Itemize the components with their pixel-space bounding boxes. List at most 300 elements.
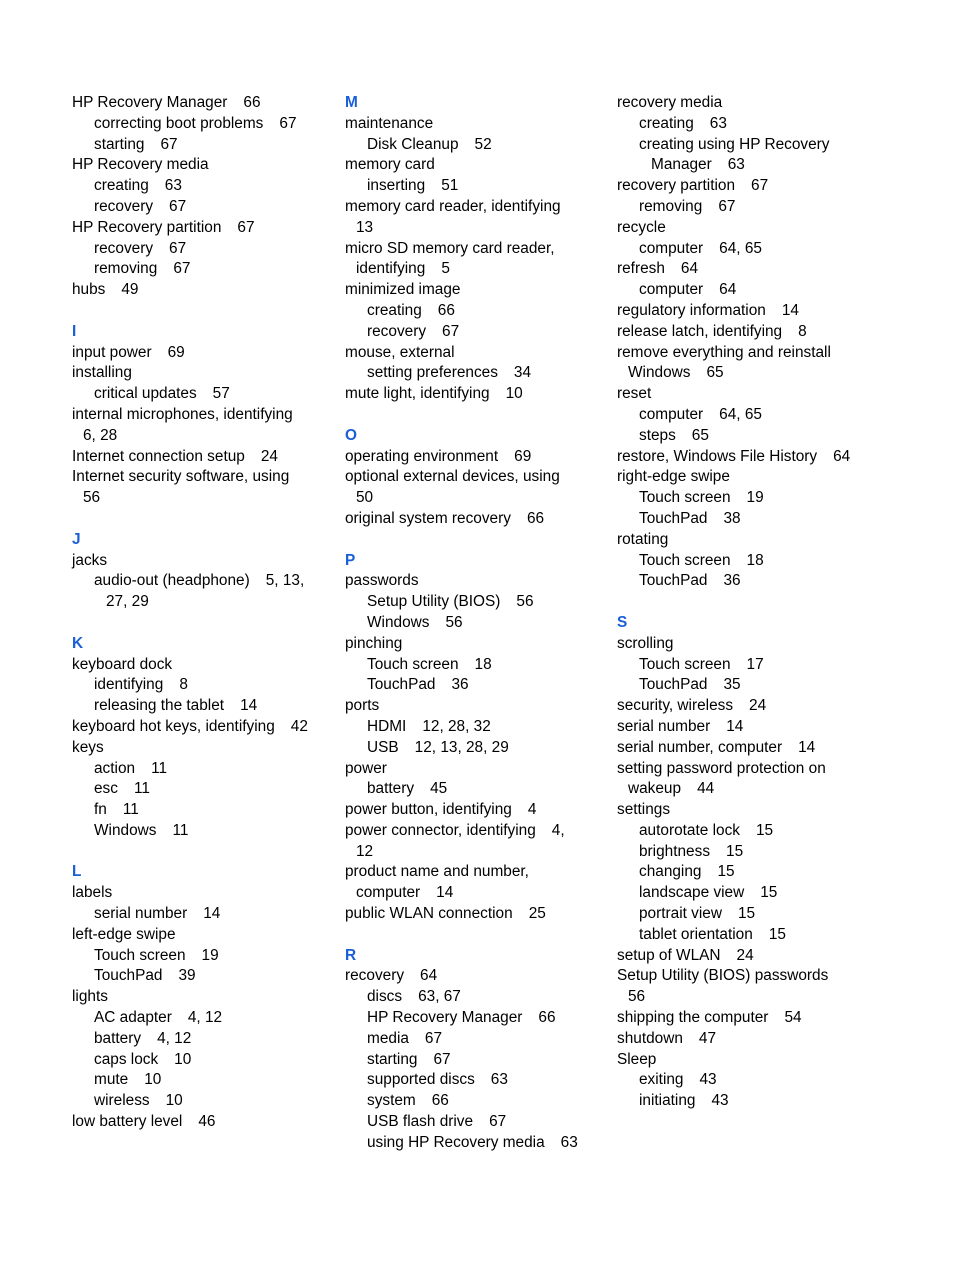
index-entry bbox=[345, 384, 607, 405]
entry-term: TouchPad bbox=[94, 967, 163, 985]
entry-page-numbers: 67 bbox=[424, 1029, 443, 1047]
entry-term: memory card reader, identifying bbox=[345, 197, 561, 215]
index-subentry bbox=[617, 280, 917, 301]
entry-term: removing bbox=[94, 260, 158, 278]
entry-term: Windows bbox=[628, 364, 691, 382]
entry-page-numbers: 17 bbox=[746, 655, 764, 673]
entry-page-numbers: 65 bbox=[691, 426, 709, 444]
entry-page-numbers: 43 bbox=[711, 1092, 729, 1110]
index-entry bbox=[72, 405, 334, 426]
entry-term: HP Recovery Manager bbox=[72, 94, 228, 111]
index-entry-continuation bbox=[72, 426, 334, 447]
entry-page-numbers: 56 bbox=[516, 593, 534, 611]
index-entry bbox=[72, 551, 334, 572]
entry-term: Internet connection setup bbox=[72, 447, 245, 465]
section-letter: I bbox=[72, 322, 77, 340]
index-entry bbox=[72, 717, 334, 738]
entry-term: supported discs bbox=[367, 1071, 475, 1089]
section-letter: L bbox=[72, 863, 82, 881]
entry-page-numbers: 19 bbox=[201, 946, 219, 964]
entry-term: shipping the computer bbox=[617, 1009, 769, 1027]
index-entry bbox=[345, 509, 607, 530]
entry-term: inserting bbox=[367, 177, 426, 195]
index-column-3 bbox=[617, 93, 917, 1112]
index-subentry bbox=[617, 675, 917, 696]
index-entry bbox=[72, 987, 334, 1008]
index-subentry bbox=[345, 135, 607, 156]
entry-page-numbers: 63 bbox=[560, 1133, 578, 1151]
entry-page-numbers: 63, 67 bbox=[418, 988, 461, 1006]
index-subentry bbox=[72, 259, 334, 280]
index-subentry bbox=[72, 571, 334, 592]
entry-page-numbers: 47 bbox=[698, 1029, 717, 1047]
index-entry bbox=[345, 759, 607, 780]
entry-page-numbers: 66 bbox=[538, 1009, 556, 1027]
section-letter: P bbox=[345, 551, 356, 569]
index-subentry bbox=[345, 613, 607, 634]
entry-term: creating using HP Recovery bbox=[639, 135, 830, 153]
entry-page-numbers: 11 bbox=[172, 821, 189, 839]
entry-term: autorotate lock bbox=[639, 821, 740, 839]
index-subentry bbox=[72, 759, 334, 780]
entry-term: Sleep bbox=[617, 1050, 657, 1068]
index-subentry bbox=[345, 592, 607, 613]
entry-page-numbers: 24 bbox=[736, 946, 754, 964]
index-entry bbox=[617, 343, 917, 364]
index-entry bbox=[617, 218, 917, 239]
entry-term: action bbox=[94, 759, 136, 777]
index-subentry bbox=[345, 987, 607, 1008]
entry-page-numbers: 25 bbox=[528, 905, 546, 923]
entry-term: starting bbox=[367, 1050, 418, 1068]
index-entry bbox=[617, 467, 917, 488]
index-subentry bbox=[617, 239, 917, 260]
entry-term: caps lock bbox=[94, 1050, 159, 1068]
entry-term: Setup Utility (BIOS) passwords bbox=[617, 967, 829, 985]
entry-term: recovery bbox=[345, 967, 405, 985]
index-subentry bbox=[345, 1029, 607, 1050]
entry-term: left-edge swipe bbox=[72, 925, 176, 943]
entry-term: TouchPad bbox=[639, 676, 708, 694]
entry-term: jacks bbox=[72, 551, 108, 569]
index-entry bbox=[617, 738, 917, 759]
index-subentry bbox=[617, 842, 917, 863]
entry-page-numbers: 67 bbox=[279, 114, 297, 132]
entry-page-numbers: 67 bbox=[442, 322, 460, 340]
entry-page-numbers: 67 bbox=[718, 197, 736, 215]
entry-page-numbers: 63 bbox=[727, 156, 745, 174]
index-subentry bbox=[72, 384, 334, 405]
index-column-1 bbox=[72, 93, 334, 1133]
entry-term: remove everything and reinstall bbox=[617, 343, 831, 361]
index-subentry bbox=[617, 405, 917, 426]
entry-page-numbers: 14 bbox=[798, 738, 816, 756]
entry-page-numbers: 15 bbox=[768, 925, 786, 943]
index-entry bbox=[617, 696, 917, 717]
entry-page-numbers: 64 bbox=[420, 967, 438, 985]
entry-term: installing bbox=[72, 364, 132, 382]
entry-page-numbers: 69 bbox=[167, 343, 185, 361]
entry-page-numbers: 18 bbox=[474, 655, 492, 673]
entry-term: wireless bbox=[94, 1092, 150, 1110]
entry-term: identifying bbox=[94, 676, 164, 694]
index-entry bbox=[72, 447, 334, 468]
entry-term: tablet orientation bbox=[639, 925, 753, 943]
index-entry bbox=[72, 155, 334, 176]
index-subentry bbox=[345, 301, 607, 322]
entry-term: operating environment bbox=[345, 447, 499, 465]
entry-page-numbers: 8 bbox=[179, 676, 188, 694]
entry-term: recovery bbox=[94, 239, 154, 257]
entry-term: discs bbox=[367, 988, 403, 1006]
entry-page-numbers: 11 bbox=[133, 780, 150, 798]
index-subentry bbox=[345, 1008, 607, 1029]
entry-term: wakeup bbox=[628, 780, 682, 798]
entry-page-numbers: 64, 65 bbox=[719, 239, 762, 257]
entry-page-numbers: 64 bbox=[680, 260, 699, 278]
index-subentry bbox=[72, 675, 334, 696]
entry-page-numbers: 11 bbox=[151, 759, 168, 777]
entry-page-numbers: 63 bbox=[709, 114, 727, 132]
index-entry bbox=[345, 280, 607, 301]
index-subentry bbox=[72, 176, 334, 197]
index-entry bbox=[617, 530, 917, 551]
entry-page-numbers: 19 bbox=[746, 489, 764, 507]
index-entry bbox=[617, 1008, 917, 1029]
index-subentry bbox=[617, 114, 917, 135]
entry-term: USB flash drive bbox=[367, 1113, 474, 1131]
entry-page-numbers: 38 bbox=[723, 509, 741, 527]
index-subentry bbox=[72, 966, 334, 987]
entry-term: Touch screen bbox=[639, 655, 731, 673]
entry-term: shutdown bbox=[617, 1029, 683, 1047]
entry-term: computer bbox=[639, 281, 704, 299]
entry-page-numbers: 11 bbox=[122, 801, 139, 819]
entry-term: input power bbox=[72, 343, 152, 361]
entry-term: steps bbox=[639, 426, 676, 444]
entry-term: critical updates bbox=[94, 385, 197, 403]
entry-page-numbers: 64 bbox=[719, 281, 737, 299]
index-subentry bbox=[345, 675, 607, 696]
entry-page-numbers: 63 bbox=[490, 1071, 508, 1089]
index-subentry bbox=[617, 883, 917, 904]
entry-page-numbers: 35 bbox=[723, 676, 741, 694]
entry-term: low battery level bbox=[72, 1113, 183, 1131]
entry-term: maintenance bbox=[345, 114, 434, 132]
index-entry bbox=[617, 301, 917, 322]
entry-page-numbers: 49 bbox=[121, 281, 139, 299]
section-letter: S bbox=[617, 613, 628, 631]
index-subentry bbox=[72, 800, 334, 821]
index-entry bbox=[72, 218, 334, 239]
entry-term: regulatory information bbox=[617, 301, 766, 319]
entry-page-numbers: 42 bbox=[290, 717, 308, 735]
entry-term: creating bbox=[639, 114, 694, 132]
entry-page-numbers: 15 bbox=[717, 863, 735, 881]
entry-page-numbers: 69 bbox=[514, 447, 532, 465]
index-entry bbox=[345, 155, 607, 176]
entry-term: internal microphones, identifying bbox=[72, 405, 293, 423]
entry-page-numbers: 15 bbox=[737, 905, 756, 923]
index-entry bbox=[72, 883, 334, 904]
entry-term: Manager bbox=[651, 156, 712, 174]
entry-term: Windows bbox=[94, 821, 157, 839]
entry-term: Touch screen bbox=[367, 655, 459, 673]
index-subentry bbox=[72, 197, 334, 218]
entry-term: pinching bbox=[345, 634, 403, 652]
entry-term: refresh bbox=[617, 260, 665, 278]
index-subentry bbox=[72, 1008, 334, 1029]
index-entry bbox=[345, 634, 607, 655]
entry-page-numbers: 51 bbox=[441, 177, 459, 195]
index-entry bbox=[617, 447, 917, 468]
entry-term: media bbox=[367, 1029, 409, 1047]
entry-term: keyboard dock bbox=[72, 655, 173, 673]
entry-term: keys bbox=[72, 738, 104, 756]
section-letter: K bbox=[72, 634, 84, 652]
index-entry bbox=[617, 322, 917, 343]
entry-term: keyboard hot keys, identifying bbox=[72, 717, 275, 735]
index-entry bbox=[617, 634, 917, 655]
index-subentry bbox=[345, 1050, 607, 1071]
index-entry-continuation bbox=[345, 883, 607, 904]
entry-term: 6, 28 bbox=[83, 426, 118, 444]
index-entry bbox=[72, 363, 334, 384]
entry-page-numbers: 67 bbox=[489, 1113, 507, 1131]
entry-term: HDMI bbox=[367, 717, 407, 735]
section-spacer bbox=[72, 301, 334, 322]
index-subentry bbox=[345, 1091, 607, 1112]
section-spacer bbox=[345, 925, 607, 946]
index-entry bbox=[345, 696, 607, 717]
entry-page-numbers: 36 bbox=[723, 572, 741, 590]
section-spacer bbox=[345, 405, 607, 426]
entry-term: Windows bbox=[367, 613, 430, 631]
entry-term: system bbox=[367, 1092, 416, 1110]
entry-page-numbers: 57 bbox=[212, 385, 230, 403]
index-subentry bbox=[72, 779, 334, 800]
index-subentry bbox=[72, 1029, 334, 1050]
index-entry bbox=[345, 904, 607, 925]
index-entry-continuation bbox=[345, 842, 607, 863]
entry-term: settings bbox=[617, 801, 671, 819]
entry-page-numbers: 67 bbox=[433, 1050, 451, 1068]
index-subentry bbox=[72, 1050, 334, 1071]
index-entry-continuation bbox=[345, 259, 607, 280]
entry-page-numbers: 39 bbox=[178, 967, 196, 985]
index-entry-continuation bbox=[617, 779, 917, 800]
index-entry bbox=[72, 738, 334, 759]
entry-term: initiating bbox=[639, 1092, 696, 1110]
entry-term: serial number bbox=[617, 717, 711, 735]
entry-page-numbers: 46 bbox=[198, 1113, 216, 1131]
entry-page-numbers: 4, 12 bbox=[187, 1009, 223, 1027]
entry-term: 13 bbox=[356, 218, 374, 236]
entry-page-numbers: 66 bbox=[431, 1092, 449, 1110]
entry-page-numbers: 10 bbox=[505, 385, 523, 403]
index-subentry bbox=[72, 239, 334, 260]
section-spacer bbox=[72, 842, 334, 863]
entry-page-numbers: 10 bbox=[144, 1071, 162, 1089]
index-subentry bbox=[72, 904, 334, 925]
index-entry-continuation bbox=[345, 488, 607, 509]
entry-page-numbers: 24 bbox=[749, 697, 767, 715]
index-entry-continuation bbox=[72, 488, 334, 509]
index-subentry bbox=[345, 738, 607, 759]
index-subentry bbox=[345, 176, 607, 197]
entry-term: recovery bbox=[94, 197, 154, 215]
index-subentry bbox=[617, 925, 917, 946]
entry-page-numbers: 12, 13, 28, 29 bbox=[414, 738, 509, 756]
index-subentry bbox=[72, 114, 334, 135]
index-column-2 bbox=[345, 93, 607, 1154]
entry-term: optional external devices, using bbox=[345, 468, 560, 486]
entry-page-numbers: 63 bbox=[164, 177, 182, 195]
index-entry bbox=[617, 759, 917, 780]
index-subentry bbox=[72, 135, 334, 156]
index-entry bbox=[617, 946, 917, 967]
index-entry bbox=[345, 239, 607, 260]
index-subentry bbox=[617, 488, 917, 509]
entry-page-numbers: 34 bbox=[513, 364, 532, 382]
entry-term: using HP Recovery media bbox=[367, 1133, 545, 1151]
index-entry bbox=[72, 93, 334, 114]
index-subentry bbox=[617, 1070, 917, 1091]
entry-term: rotating bbox=[617, 530, 669, 548]
entry-page-numbers: 4 bbox=[527, 801, 537, 819]
entry-term: setting preferences bbox=[367, 364, 498, 382]
index-subentry bbox=[345, 1133, 607, 1154]
index-entry bbox=[345, 800, 607, 821]
entry-page-numbers: 14 bbox=[240, 697, 258, 715]
entry-term: public WLAN connection bbox=[345, 905, 513, 923]
index-entry-continuation bbox=[617, 155, 917, 176]
section-spacer bbox=[617, 592, 917, 613]
entry-term: mute bbox=[94, 1071, 129, 1089]
entry-page-numbers: 65 bbox=[706, 364, 724, 382]
entry-page-numbers: 67 bbox=[169, 197, 187, 215]
index-entry bbox=[617, 176, 917, 197]
entry-page-numbers: 24 bbox=[260, 447, 278, 465]
entry-term: HP Recovery partition bbox=[72, 218, 222, 236]
entry-term: Setup Utility (BIOS) bbox=[367, 593, 501, 611]
index-entry bbox=[617, 384, 917, 405]
index-subentry bbox=[617, 821, 917, 842]
section-letter: J bbox=[72, 530, 81, 548]
index-subentry bbox=[617, 426, 917, 447]
entry-page-numbers: 18 bbox=[746, 551, 764, 569]
section-letter: M bbox=[345, 94, 358, 111]
index-subentry bbox=[72, 1091, 334, 1112]
index-subentry bbox=[72, 1070, 334, 1091]
entry-term: power button, identifying bbox=[345, 801, 512, 819]
index-subentry bbox=[617, 1091, 917, 1112]
entry-term: lights bbox=[72, 988, 108, 1006]
entry-page-numbers: 66 bbox=[437, 301, 455, 319]
entry-page-numbers: 15 bbox=[755, 821, 774, 839]
index-entry-continuation bbox=[72, 592, 334, 613]
entry-term: AC adapter bbox=[94, 1009, 172, 1027]
section-letter: R bbox=[345, 946, 357, 964]
index-subentry bbox=[345, 1070, 607, 1091]
index-subentry bbox=[617, 551, 917, 572]
index-entry bbox=[345, 571, 607, 592]
index-entry bbox=[72, 925, 334, 946]
entry-term: esc bbox=[94, 780, 118, 798]
entry-page-numbers: 36 bbox=[451, 676, 469, 694]
entry-term: recycle bbox=[617, 218, 666, 236]
entry-page-numbers: 14 bbox=[203, 905, 221, 923]
index-subentry bbox=[72, 946, 334, 967]
index-subentry bbox=[72, 696, 334, 717]
entry-term: 27, 29 bbox=[106, 593, 149, 611]
entry-term: identifying bbox=[356, 260, 426, 278]
entry-term: landscape view bbox=[639, 884, 745, 902]
entry-page-numbers: 15 bbox=[726, 842, 744, 860]
entry-term: HP Recovery Manager bbox=[367, 1009, 523, 1027]
entry-page-numbers: 67 bbox=[751, 177, 769, 195]
section-letter: O bbox=[345, 426, 357, 444]
index-subentry bbox=[72, 821, 334, 842]
entry-term: battery bbox=[367, 780, 415, 798]
entry-term: passwords bbox=[345, 572, 419, 590]
index-entry bbox=[345, 821, 607, 842]
entry-term: security, wireless bbox=[617, 697, 734, 715]
entry-term: Touch screen bbox=[639, 489, 731, 507]
entry-term: ports bbox=[345, 697, 380, 715]
index-subentry bbox=[617, 571, 917, 592]
index-entry bbox=[72, 655, 334, 676]
entry-term: computer bbox=[639, 405, 704, 423]
entry-term: portrait view bbox=[639, 905, 722, 923]
entry-term: recovery bbox=[367, 322, 427, 340]
entry-term: audio-out (headphone) bbox=[94, 572, 250, 590]
entry-page-numbers: 56 bbox=[445, 613, 463, 631]
index-entry bbox=[617, 1050, 917, 1071]
entry-page-numbers: 52 bbox=[474, 135, 492, 153]
entry-term: mouse, external bbox=[345, 343, 455, 361]
entry-page-numbers: 14 bbox=[726, 717, 744, 735]
entry-term: fn bbox=[94, 801, 107, 819]
index-subentry bbox=[617, 197, 917, 218]
entry-term: power connector, identifying bbox=[345, 821, 536, 839]
entry-page-numbers: 12, 28, 32 bbox=[422, 717, 491, 735]
entry-term: creating bbox=[367, 301, 422, 319]
entry-page-numbers: 67 bbox=[160, 135, 178, 153]
index-entry bbox=[617, 1029, 917, 1050]
entry-term: TouchPad bbox=[639, 509, 708, 527]
entry-page-numbers: 5 bbox=[441, 260, 450, 278]
entry-term: HP Recovery media bbox=[72, 156, 209, 174]
index-entry bbox=[617, 800, 917, 821]
entry-page-numbers: 10 bbox=[165, 1092, 183, 1110]
entry-term: 56 bbox=[628, 988, 646, 1006]
index-entry bbox=[345, 966, 607, 987]
index-entry bbox=[72, 280, 334, 301]
entry-term: setting password protection on bbox=[617, 759, 826, 777]
index-subentry bbox=[345, 1112, 607, 1133]
entry-term: micro SD memory card reader, bbox=[345, 239, 555, 257]
index-entry bbox=[345, 197, 607, 218]
entry-term: removing bbox=[639, 197, 703, 215]
entry-term: scrolling bbox=[617, 634, 674, 652]
entry-page-numbers: 66 bbox=[243, 94, 261, 111]
entry-term: battery bbox=[94, 1029, 142, 1047]
entry-page-numbers: 4, bbox=[551, 821, 565, 839]
entry-term: original system recovery bbox=[345, 509, 511, 527]
index-subentry bbox=[345, 363, 607, 384]
entry-term: mute light, identifying bbox=[345, 385, 490, 403]
